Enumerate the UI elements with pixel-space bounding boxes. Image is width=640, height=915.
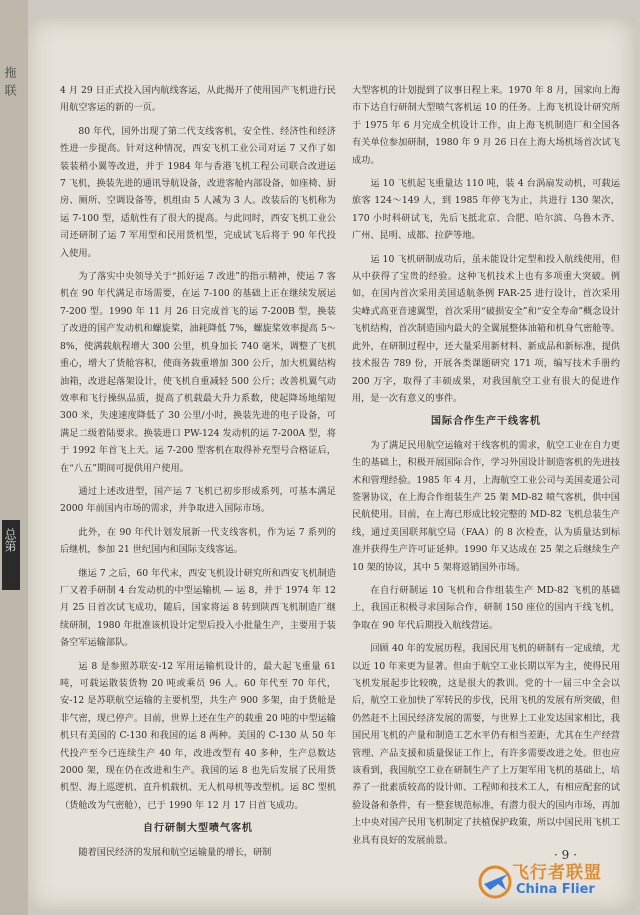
left-paragraph-6: 继运 7 之后，60 年代末，西安飞机设计研究所和西安飞机制造厂又着手研制 4 台发动机的中型运输机 — 运 8，并于 1974 年 12 月 25 日首次试飞成功，随后，国家将运 8 转到陕西飞机制造厂继续研制，1980 年批准该机设计定型后投入小批量生产，主要用于装备空军运输部队。 bbox=[60, 567, 336, 649]
watermark-en: China Flier bbox=[516, 882, 595, 897]
section-heading-self-developed-jet: 自行研制大型喷气客机 bbox=[143, 823, 253, 835]
margin-mark-top: 拖 bbox=[3, 66, 17, 78]
section-heading-international-cooperation: 国际合作生产干线客机 bbox=[431, 416, 541, 428]
plane-icon bbox=[478, 860, 512, 900]
right-paragraph-2: 运 10 飞机起飞重量达 110 吨，装 4 台涡扇发动机，可载运旅客 124～149 人，到 1985 年停飞为止，共进行 130 架次，170 小时科研试飞，先后飞抵北京、合肥、哈尔滨、乌鲁木齐、广州、昆明、成都、拉萨等地。 bbox=[352, 178, 620, 242]
right-paragraph-3: 运 10 飞机研制成功后，虽未能设计定型和投入航线使用，但从中获得了宝贵的经验。这种飞机技术上也有多项重大突破。例如，在国内首次采用美国适航条例 FAR-25 进行设计，首次采用尖峰式高亚音速翼型，首次采用“破损安全”和“安全寿命”概念设计飞机结构，首次制造国内最大的全翼展整体油箱和机身气密舱等。此外，在研制过程中，还大量采用新材料、新成品和新标准，提供技术报告 789 份，开展各类课题研究 171 项，编写技术手册约 200 万字，取得了丰硕成果，对我国航空工业有很大的促进作用，是一次有意义的事件。 bbox=[352, 253, 620, 404]
left-paragraph-2: 80 年代，国外出现了第二代支线客机，安全性、经济性和经济性进一步提高。针对这种情况，西安飞机工业公司对运 7 又作了如装装稍小翼等改进，并于 1984 年与香港飞机工程公司联合改进运 7 飞机，换装先进的通讯导航设备，改进客舱内部设备，如座椅、厨房、厕所、空调设备等，机组由 5 人减为 3 人。改装后的飞机称为运 7-100 型，适航性有了很大的提高。与此同时，西安飞机工业公司还研制了运 7 军用型和民用货机型，完成试飞后将于 90 年代投入使用。 bbox=[60, 125, 336, 259]
right-paragraph-6: 回顾 40 年的发展历程，我国民用飞机的研制有一定成绩，尤以近 10 年来更为显著。但由于航空工业长期以军为主，使得民用飞机发展起步比较晚，这是很大的教训。党的十一届三中全会以后，航空工业加快了军转民的步伐，民用飞机的发展有所突破，但仍然赶不上国民经济发展的需要，与世界上工业发达国家相比，我国民用飞机的产量和制造工艺水平仍有相当差距，尤其在生产经营管理、产品支援和质量保证工作上，有许多需要改进之处。但也应该看到，我国航空工业在研制生产了上万架军用飞机的基础上，培养了一批素质较高的设计师、工程师和技术工人，有相应配套的试验设备和条件，有一整套规范标准，有潜力很大的国内市场，再加上中央对国产民用飞机制定了扶植保护政策，所以中国民用飞机工业具有良好的发展前景。 bbox=[352, 643, 620, 846]
margin-mark-bottom: 总第 bbox=[3, 528, 17, 552]
watermark-cn: 飞行者联盟 bbox=[512, 863, 602, 883]
left-paragraph-7: 运 8 是参照苏联安-12 军用运输机设计的，最大起飞重量 61 吨，可载运散装货物 20 吨或乘员 96 人。60 年代至 70 年代，安-12 是苏联航空运输的主要机型，共生产 900 多架，由于货舱是非气密，现已停产。目前，世界上还在生产的载重 20 吨的中型运输机只有美国的 C-130 和我国的运 8 两种。美国的 C-130 从 50 年代投产至今已连续生产 40 年，改进改型有 40 多种，生产总数达 2000 架，现在仍在改进和生产。我国的运 8 也先后发展了民用货机型、海上巡逻机、直升机载机、无人机母机等改型机。运 8C 型机（货舱改为气密舱），已于 1990 年 12 月 17 日首飞成功。 bbox=[60, 660, 336, 811]
watermark bbox=[476, 856, 632, 908]
left-paragraph-tail: 随着国民经济的发展和航空运输量的增长，研制 bbox=[78, 846, 272, 858]
right-paragraph-4: 为了满足民用航空运输对干线客机的需求，航空工业在自力更生的基础上，积极开展国际合作，学习外国设计制造客机的先进技术和管理经验。1985 年 4 月，上海航空工业公司与美国麦道公司签署协议，在上海合作组装生产 25 架 MD-82 喷气客机，供中国民航使用。目前，在上海已形成比较完整的 MD-82 飞机总装生产线，通过美国联邦航空局（FAA）的 8 次检查，认为质量达到标准并获得生产许可证延伸。1990 年又达成在 25 架之后继续生产 10 架的协议，其中 5 架将返销国外市场。 bbox=[352, 439, 620, 573]
left-paragraph-1: 4 月 29 日正式投入国内航线客运，从此揭开了使用国产飞机进行民用航空客运的新的一页。 bbox=[60, 85, 336, 114]
left-paragraph-5: 此外，在 90 年代计划发展新一代支线客机，作为运 7 系列的后继机，参加 21 世纪国内和国际支线客运。 bbox=[60, 526, 336, 556]
right-paragraph-1: 大型客机的计划提到了议事日程上来。1970 年 8 月，国家向上海市下达自行研制大型喷气客机运 10 的任务。上海飞机设计研究所于 1975 年 6 月完成全机设计工作，由上海飞机制造厂和全国各有关单位参加研制，1980 年 9 月 26 日在上海大场机场首次试飞成功。 bbox=[352, 85, 620, 166]
left-paragraph-3: 为了落实中央领导关于“抓好运 7 改进”的指示精神，使运 7 客机在 90 年代满足市场需要，在运 7-100 的基础上正在继续发展运 7-200 型。1990 年 11 月 26 日完成首飞的运 7-200B 型，换装了改进的国产发动机和螺旋桨，油耗降低 7%，螺旋桨效率提高 5～8%，使满载航程增大 300 公里，机身加长 740 毫米，调整了飞机重心，增大了货舱容积，使商务载重增加 300 公斤，加大机翼结构油箱，改进起落架设计，使飞机自重减轻 500 公斤；改善机翼气动效率和飞行操纵品质，提高了机载最大升力系数，使起降场地缩短 300 米，失速速度降低了 30 公里/小时，换装先进的电子设备，可满足二级着陆要求。换装进口 PW-124 发动机的运 7-200A 型，将于 1992 年首飞上天。运 7-200 型客机在取得补充型号合格证后，在“八五”期间可提供用户使用。 bbox=[60, 271, 336, 474]
right-column bbox=[352, 82, 620, 855]
right-paragraph-5: 在自行研制运 10 飞机和合作组装生产 MD-82 飞机的基础上，我国正积极寻求国际合作，研制 150 座位的国内干线飞机，争取在 90 年代后期投入航线营运。 bbox=[352, 584, 620, 631]
binding-edge bbox=[0, 0, 28, 915]
margin-mark-mid: 联 bbox=[3, 84, 17, 96]
left-paragraph-4: 通过上述改进型，国产运 7 飞机已初步形成系列，可基本满足 2000 年前国内市场的需求，并争取进入国际市场。 bbox=[60, 485, 336, 515]
left-column bbox=[60, 82, 336, 867]
page-number: · 9 · bbox=[554, 848, 577, 862]
